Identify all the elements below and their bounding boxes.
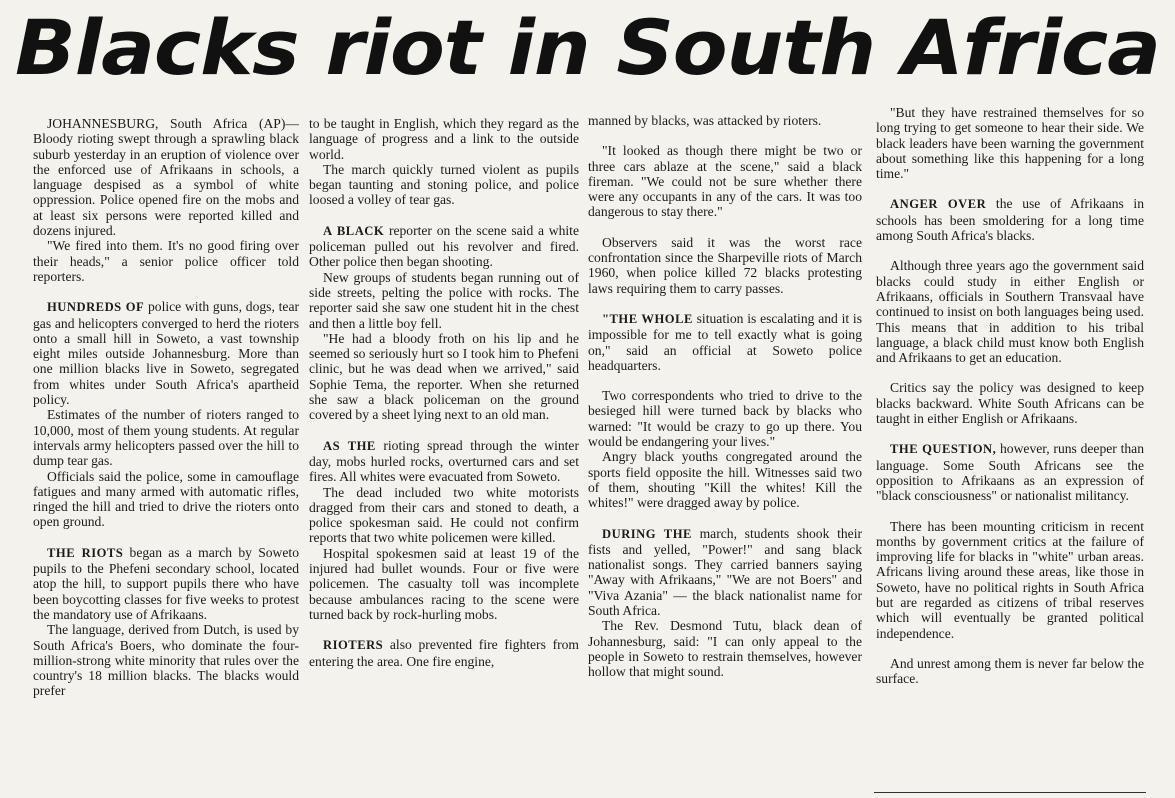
paragraph-text: police with guns, dogs, tear gas and helicopters converged to herd the rioters onto a small hill in Soweto, a vast township eight miles outside Johannesburg. More than one million blacks live in Soweto, segregated from whites under South Africa's apartheid policy. [33, 299, 299, 408]
article-paragraph [309, 637, 579, 669]
article-paragraph [309, 116, 579, 162]
paragraph-text: New groups of students began running out of side streets, pelting the police with rocks. The reporter said she saw one student hit in the chest and then a little boy fell. [309, 269, 579, 331]
paragraph-text: The Rev. Desmond Tutu, black dean of Johannesburg, said: "I can only appeal to the people in Soweto to restrain themselves, however hollow that might sound. [588, 618, 862, 680]
article-paragraph [876, 105, 1144, 181]
paragraph-text: rioting spread through the winter day, mobs hurled rocks, overturned cars and set fires. All whites were evacuated from Soweto. [309, 437, 579, 485]
article-paragraph [309, 223, 579, 270]
paragraph-text: march, students shook their fists and yelled, "Power!" and sang black nationalist songs. They carried banners saying "Away with Afrikaans," "We are not Boers" and "Viva Azania" — the black nationalist name for South Africa. [588, 525, 862, 619]
paragraph-text: to be taught in English, which they regard as the language of progress and a link to the outside world. [309, 116, 579, 162]
paragraph-text: situation is escalating and it is impossible for me to tell exactly what is going on," said an official at Soweto police headquarters. [588, 310, 862, 373]
article-paragraph [309, 162, 579, 208]
paragraph-lead-in: "THE WHOLE [602, 311, 693, 326]
article-column-4 [876, 105, 1144, 781]
paragraph-text: Officials said the police, some in camouflage fatigues and many armed with automatic rifles, ringed the hill and tried to drive the rioters onto open ground. [33, 468, 299, 530]
bottom-rule [874, 792, 1146, 793]
article-paragraph [588, 235, 862, 296]
article-paragraph [309, 331, 579, 423]
article-paragraph [876, 196, 1144, 243]
paragraph-text: manned by blacks, was attacked by rioters. [588, 113, 822, 128]
paragraph-lead-in: AS THE [323, 438, 376, 453]
article-paragraph [33, 299, 299, 407]
article-column-2 [309, 116, 579, 792]
paragraph-text: "We fired into them. It's no good firing over their heads," a senior police officer told reporters. [33, 238, 299, 284]
paragraph-text: Although three years ago the government said blacks could study in either English or Afrikaans, officials in Southern Transvaal have continued to insist on both languages being used. This means that in addition to his tribal language, a black child must know both English and Afrikaans to get an education. [876, 258, 1144, 366]
article-paragraph [309, 485, 579, 546]
article-paragraph [33, 545, 299, 622]
paragraph-text: JOHANNESBURG, South Africa (AP)— Bloody rioting swept through a sprawling black suburb yesterday in an eruption of violence over the enforced use of Afrikaans in schools, a language despised as a symbol of white oppression. Police opened fire on the mobs and at least six persons were reported killed and dozens injured. [33, 116, 299, 239]
article-paragraph [876, 656, 1144, 687]
paragraph-text: Critics say the policy was designed to keep blacks backward. White South Africans can be taught in either English or Afrikaans. [876, 380, 1144, 427]
article-paragraph [588, 311, 862, 373]
article-paragraph [588, 526, 862, 619]
headline: Blacks riot in South Africa [15, 3, 1160, 92]
article-paragraph [588, 449, 862, 510]
paragraph-text: Estimates of the number of rioters ranged to 10,000, most of them young students. At regular intervals army helicopters passed over the hill to dump tear gas. [33, 407, 299, 469]
paragraph-text: There has been mounting criticism in recent months by government critics at the failure of improving life for blacks in "white" urban areas. Africans living around these areas, like those in Soweto, have no political rights in South Africa but are regarded as citizens of tribal reserves which will eventually be granted political independence. [876, 518, 1144, 641]
paragraph-text: The dead included two white motorists dragged from their cars and stoned to death, a police spokesman said. He could not confirm reports that two white policemen were killed. [309, 484, 579, 546]
paragraph-lead-in: HUNDREDS OF [47, 300, 145, 315]
article-paragraph [876, 380, 1144, 426]
article-paragraph [588, 143, 862, 219]
article-column-3 [588, 113, 862, 789]
paragraph-text: Observers said it was the worst race confrontation since the Sharpeville riots of March 1960, when police killed 72 blacks protesting laws requiring them to carry passes. [588, 234, 862, 296]
paragraph-text: And unrest among them is never far below the surface. [876, 655, 1144, 687]
paragraph-text: "But they have restrained themselves for so long trying to get someone to hear their side. We black leaders have been warning the government about something like this happening for a long time." [876, 105, 1144, 182]
article-paragraph [33, 116, 299, 238]
paragraph-text: Two correspondents who tried to drive to the besieged hill were turned back by blacks who warned: "It would be crazy to go up there. You would be endangering your lives." [588, 388, 862, 450]
paragraph-lead-in: DURING THE [602, 526, 692, 541]
article-paragraph [876, 519, 1144, 641]
article-paragraph [33, 238, 299, 284]
article-paragraph [876, 258, 1144, 365]
article-paragraph [876, 441, 1144, 503]
paragraph-lead-in: THE QUESTION, [890, 442, 997, 457]
article-paragraph [309, 438, 579, 485]
article-paragraph [33, 469, 299, 530]
article-paragraph [33, 622, 299, 698]
paragraph-text: the use of Afrikaans in schools has been smoldering for a long time among South Africa's blacks. [876, 196, 1144, 244]
paragraph-lead-in: RIOTERS [323, 638, 384, 653]
paragraph-text: also prevented fire fighters from entering the area. One fire engine, [309, 637, 579, 669]
paragraph-lead-in: ANGER OVER [890, 197, 987, 212]
paragraph-text: The language, derived from Dutch, is used by South Africa's Boers, who dominate the four-million-strong white minority that rules over the country's 18 million blacks. The blacks would prefer [33, 622, 299, 699]
paragraph-text: "He had a bloody froth on his lip and he seemed so seriously hurt so I took him to Phefeni clinic, but he was dead when we arrived," said Sophie Tema, the reporter. When she returned she saw a black policeman on the ground covered by a sheet lying next to an old man. [309, 330, 579, 423]
paragraph-text: reporter on the scene said a white policeman pulled out his revolver and fired. Other police then began shooting. [309, 222, 579, 270]
article-paragraph [33, 407, 299, 468]
paragraph-text: however, runs deeper than language. Some South Africans see the opposition to Afrikaans as an expression of "black consciousness" or nationalist militancy. [876, 441, 1144, 504]
paragraph-text: The march quickly turned violent as pupils began taunting and stoning police, and police loosed a volley of tear gas. [309, 161, 579, 208]
article-column-1 [33, 116, 299, 792]
article-paragraph [309, 546, 579, 622]
paragraph-lead-in: THE RIOTS [47, 545, 124, 560]
paragraph-text: "It looked as though there might be two or three cars ablaze at the scene," said a black fireman. "We could not be sure whether there were any occupants in any of the cars. It was too dangerous to stay there." [588, 143, 862, 220]
paragraph-text: Angry black youths congregated around the sports field opposite the hill. Witnesses said two of them, shouting "Kill the whites! Kill the whites!" were dragged away by police. [588, 449, 862, 511]
article-paragraph [309, 270, 579, 331]
paragraph-text: began as a march by Soweto pupils to the Phefeni secondary school, located atop the hill, to support pupils there who have been boycotting classes for five weeks to protest the mandatory use of Afrikaans. [33, 544, 299, 622]
paragraph-lead-in: A BLACK [323, 223, 385, 238]
article-paragraph [588, 113, 862, 128]
paragraph-text: Hospital spokesmen said at least 19 of the injured had bullet wounds. Four or five were policemen. The casualty toll was incomplete because ambulances racing to the scene were turned back by rock-hurling mobs. [309, 545, 579, 622]
article-paragraph [588, 618, 862, 679]
article-paragraph [588, 388, 862, 449]
